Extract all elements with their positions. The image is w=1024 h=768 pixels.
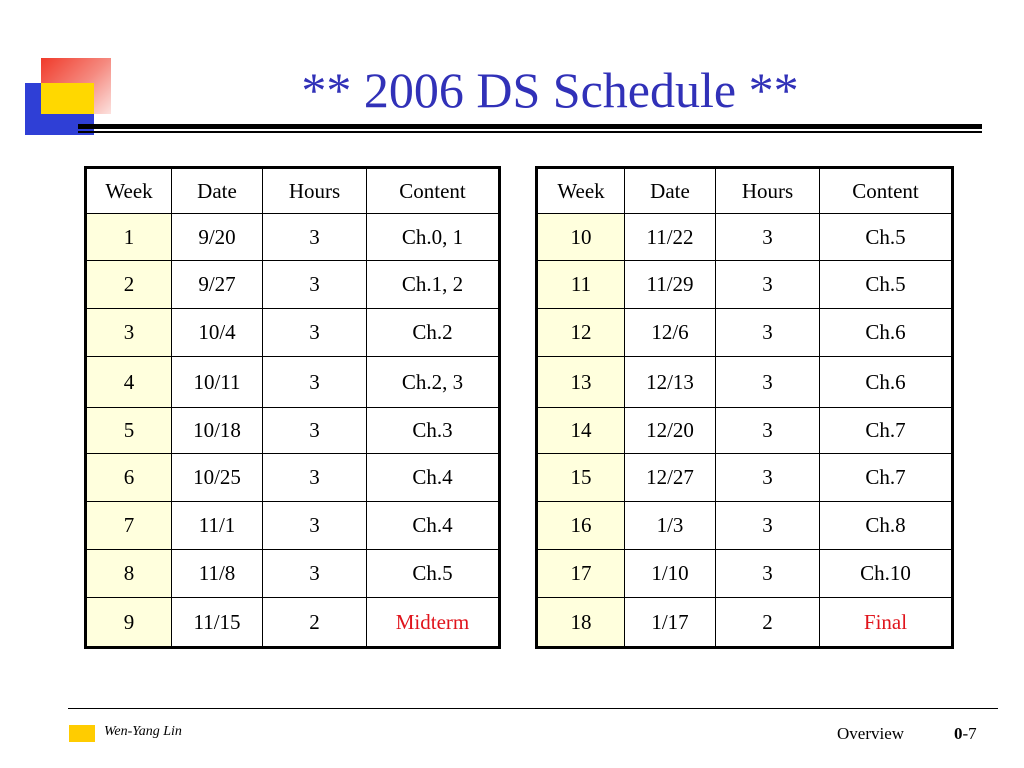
date-cell: 12/13 [625, 357, 716, 408]
week-cell: 8 [86, 550, 172, 598]
column-header: Date [172, 168, 263, 214]
week-cell: 3 [86, 309, 172, 357]
title-rule [78, 124, 982, 129]
column-header: Hours [263, 168, 367, 214]
column-header: Date [625, 168, 716, 214]
content-cell: Ch.5 [367, 550, 500, 598]
date-cell: 9/27 [172, 261, 263, 309]
content-cell: Ch.7 [820, 408, 953, 454]
footer-section: Overview [837, 724, 905, 743]
content-cell: Ch.6 [820, 357, 953, 408]
hours-cell: 2 [716, 598, 820, 648]
hours-cell: 3 [263, 454, 367, 502]
table-row [537, 309, 953, 357]
date-cell: 11/8 [172, 550, 263, 598]
table-row [537, 357, 953, 408]
schedule-table-right [535, 166, 954, 649]
hours-cell: 3 [716, 357, 820, 408]
week-cell: 4 [86, 357, 172, 408]
table-row [537, 261, 953, 309]
content-cell: Ch.4 [367, 454, 500, 502]
table-row [86, 357, 500, 408]
title-rule-thin [78, 131, 982, 133]
week-cell: 1 [86, 214, 172, 261]
column-header: Week [86, 168, 172, 214]
hours-cell: 3 [716, 261, 820, 309]
slide-title: ** 2006 DS Schedule ** [301, 62, 799, 118]
week-cell: 9 [86, 598, 172, 648]
content-cell: Ch.2 [367, 309, 500, 357]
content-cell: Ch.6 [820, 309, 953, 357]
table-row [537, 550, 953, 598]
table-row [86, 598, 500, 648]
hours-cell: 3 [716, 454, 820, 502]
hours-cell: 3 [263, 309, 367, 357]
week-cell: 14 [537, 408, 625, 454]
schedule-table-left [84, 166, 501, 649]
hours-cell: 3 [263, 502, 367, 550]
hours-cell: 3 [263, 214, 367, 261]
content-cell: Ch.4 [367, 502, 500, 550]
date-cell: 1/10 [625, 550, 716, 598]
week-cell: 18 [537, 598, 625, 648]
hours-cell: 3 [263, 357, 367, 408]
table-row [86, 502, 500, 550]
week-cell: 16 [537, 502, 625, 550]
table-row [537, 214, 953, 261]
date-cell: 11/15 [172, 598, 263, 648]
date-cell: 11/29 [625, 261, 716, 309]
week-cell: 2 [86, 261, 172, 309]
column-header: Content [367, 168, 500, 214]
hours-cell: 3 [716, 214, 820, 261]
table-row [537, 454, 953, 502]
date-cell: 11/1 [172, 502, 263, 550]
hours-cell: 3 [716, 309, 820, 357]
date-cell: 1/3 [625, 502, 716, 550]
hours-cell: 2 [263, 598, 367, 648]
column-header: Week [537, 168, 625, 214]
date-cell: 1/17 [625, 598, 716, 648]
week-cell: 15 [537, 454, 625, 502]
table-header-row [537, 168, 953, 214]
content-cell: Ch.5 [820, 214, 953, 261]
content-cell: Midterm [367, 598, 500, 648]
table-row [86, 550, 500, 598]
content-cell: Final [820, 598, 953, 648]
week-cell: 17 [537, 550, 625, 598]
date-cell: 12/6 [625, 309, 716, 357]
hours-cell: 3 [716, 408, 820, 454]
content-cell: Ch.8 [820, 502, 953, 550]
date-cell: 10/18 [172, 408, 263, 454]
date-cell: 9/20 [172, 214, 263, 261]
page-number-chapter: 0 [954, 724, 963, 743]
hours-cell: 3 [716, 550, 820, 598]
date-cell: 11/22 [625, 214, 716, 261]
content-cell: Ch.5 [820, 261, 953, 309]
week-cell: 11 [537, 261, 625, 309]
week-cell: 13 [537, 357, 625, 408]
table-row [537, 598, 953, 648]
footer-author: Wen-Yang Lin [104, 724, 182, 739]
content-cell: Ch.2, 3 [367, 357, 500, 408]
hours-cell: 3 [263, 261, 367, 309]
hours-cell: 3 [716, 502, 820, 550]
table-header-row [86, 168, 500, 214]
table-row [86, 214, 500, 261]
content-cell: Ch.10 [820, 550, 953, 598]
column-header: Content [820, 168, 953, 214]
week-cell: 10 [537, 214, 625, 261]
content-cell: Ch.3 [367, 408, 500, 454]
table-row [86, 408, 500, 454]
logo-yellow-square [41, 83, 94, 114]
week-cell: 7 [86, 502, 172, 550]
table-row [86, 454, 500, 502]
table-row [537, 502, 953, 550]
page-number [954, 724, 977, 744]
date-cell: 10/4 [172, 309, 263, 357]
footer-rule [68, 708, 998, 709]
content-cell: Ch.7 [820, 454, 953, 502]
date-cell: 12/20 [625, 408, 716, 454]
date-cell: 10/11 [172, 357, 263, 408]
footer-logo-square [69, 725, 95, 742]
table-row [86, 261, 500, 309]
column-header: Hours [716, 168, 820, 214]
page-number-slide: -7 [962, 724, 977, 743]
content-cell: Ch.1, 2 [367, 261, 500, 309]
week-cell: 5 [86, 408, 172, 454]
table-row [537, 408, 953, 454]
hours-cell: 3 [263, 550, 367, 598]
week-cell: 6 [86, 454, 172, 502]
week-cell: 12 [537, 309, 625, 357]
hours-cell: 3 [263, 408, 367, 454]
table-row [86, 309, 500, 357]
date-cell: 10/25 [172, 454, 263, 502]
content-cell: Ch.0, 1 [367, 214, 500, 261]
date-cell: 12/27 [625, 454, 716, 502]
